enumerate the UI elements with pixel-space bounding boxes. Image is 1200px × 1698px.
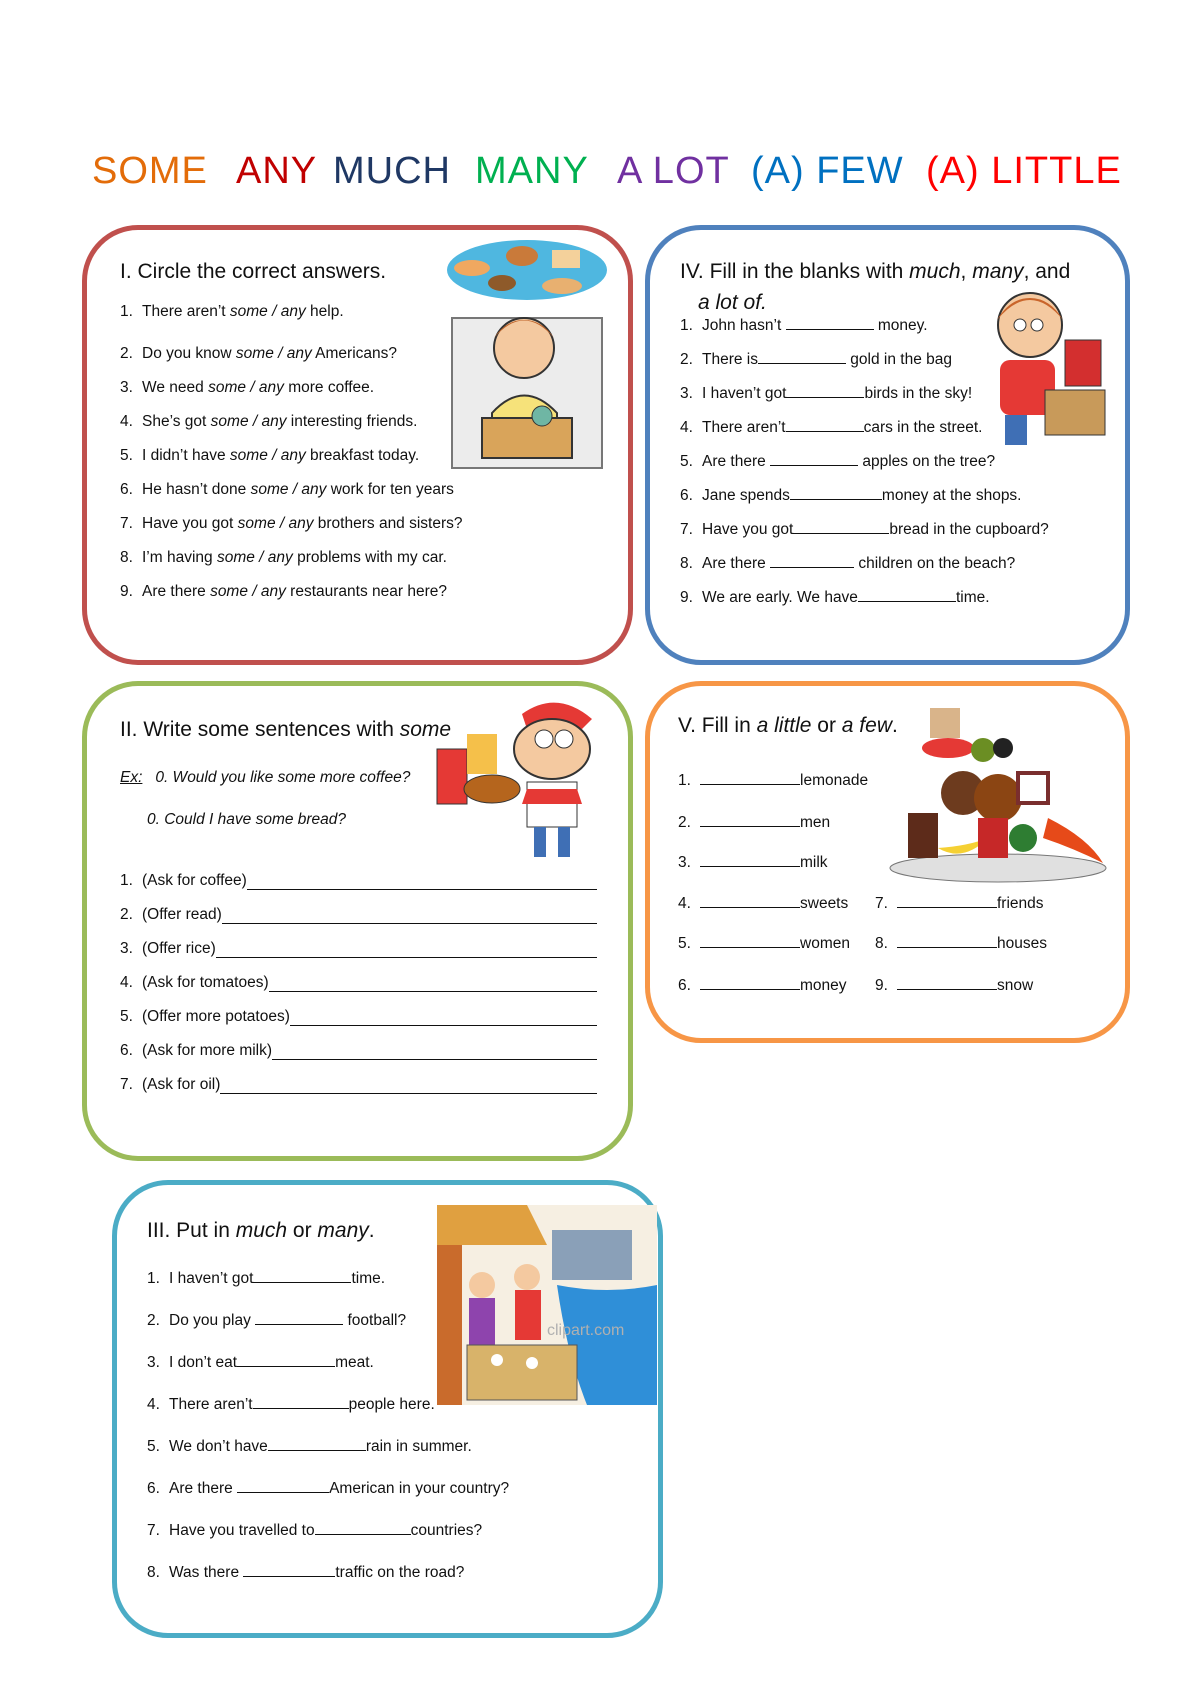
item-number: 6. — [147, 1480, 160, 1497]
answer-blank[interactable] — [700, 811, 800, 827]
item-number: 4. — [147, 1396, 160, 1413]
item-text: money. — [873, 317, 928, 334]
answer-blank[interactable] — [255, 1309, 343, 1325]
title-or: or — [811, 714, 842, 737]
item-text: I haven’t got — [702, 385, 787, 402]
item-number: 8. — [680, 555, 693, 572]
item-text: I haven’t got — [169, 1270, 254, 1287]
item-text: brothers and sisters? — [313, 515, 463, 532]
item-text: rain in summer. — [365, 1438, 472, 1455]
item-text: people here. — [348, 1396, 435, 1413]
answer-line[interactable] — [247, 874, 597, 890]
example-2: 0. Could I have some bread? — [147, 811, 347, 828]
example-label: Ex: — [120, 769, 143, 786]
answer-blank[interactable] — [770, 552, 854, 568]
item-text: I didn’t have — [142, 447, 230, 464]
item-number: 4. — [120, 974, 133, 991]
question-item — [147, 1393, 435, 1415]
item-text: Are there — [702, 555, 771, 572]
item-number: 7. — [147, 1522, 160, 1539]
answer-blank[interactable] — [758, 348, 846, 364]
food-pyramid-illustration — [888, 698, 1113, 888]
answer-options[interactable]: some / any — [250, 481, 327, 498]
title-text: V. Fill in — [678, 714, 757, 737]
question-item — [120, 548, 447, 568]
item-text: (Offer read) — [142, 906, 222, 923]
section-much-or-many — [112, 1180, 663, 1638]
item-text: bread in the cupboard? — [889, 521, 1049, 538]
title-or: or — [287, 1219, 318, 1242]
item-text: Are there — [169, 1480, 238, 1497]
boy-with-groceries-illustration — [975, 280, 1115, 455]
watermark-text: clipart.com — [547, 1322, 625, 1339]
title-text: IV. Fill in the blanks with — [680, 260, 910, 283]
title-many-word: many — [972, 260, 1024, 283]
answer-blank[interactable] — [897, 892, 997, 908]
question-item — [680, 518, 1049, 540]
item-text: Do you know — [142, 345, 236, 362]
item-text: restaurants near here? — [285, 583, 447, 600]
item-text: She’s got — [142, 413, 211, 430]
item-text: (Ask for more milk) — [142, 1042, 273, 1059]
question-item — [147, 1519, 482, 1541]
question-item — [680, 586, 990, 608]
question-item — [120, 1007, 290, 1027]
answer-blank[interactable] — [315, 1519, 411, 1535]
item-text: money — [800, 977, 847, 994]
question-item — [120, 302, 344, 322]
answer-blank[interactable] — [786, 314, 874, 330]
item-text: I’m having — [142, 549, 217, 566]
question-item — [680, 314, 928, 336]
answer-blank[interactable] — [790, 484, 882, 500]
item-number: 3. — [680, 385, 693, 402]
answer-line[interactable] — [220, 1078, 597, 1094]
answer-options[interactable]: some / any — [237, 515, 314, 532]
item-number: 6. — [678, 977, 691, 994]
title-sep: , — [960, 260, 973, 283]
restaurant-terrace-illustration — [437, 1205, 657, 1405]
question-item — [120, 514, 463, 534]
item-text: There aren’t — [169, 1396, 253, 1413]
title-sep: , and — [1023, 260, 1071, 283]
item-text: milk — [800, 854, 828, 871]
title-text: II. Write some sentences with — [120, 718, 400, 741]
question-item — [120, 939, 216, 959]
title-end: . — [368, 1219, 375, 1242]
title-much-word: much — [235, 1219, 288, 1242]
answer-blank[interactable] — [770, 450, 858, 466]
answer-line[interactable] — [269, 976, 597, 992]
answer-options[interactable]: some / any — [229, 447, 306, 464]
answer-blank[interactable] — [243, 1561, 335, 1577]
section-circle-answers — [82, 225, 633, 665]
item-text: (Offer rice) — [142, 940, 216, 957]
item-text: There aren’t — [702, 419, 786, 436]
item-number: 2. — [678, 814, 691, 831]
title-text: III. Put in — [147, 1219, 236, 1242]
item-number: 4. — [680, 419, 693, 436]
answer-blank[interactable] — [897, 932, 997, 948]
item-number: 1. — [120, 872, 133, 889]
item-text: We need — [142, 379, 209, 396]
section-title-line2: a lot of. — [698, 291, 767, 314]
item-text: American in your country? — [329, 1480, 510, 1497]
answer-line[interactable] — [272, 1044, 597, 1060]
question-item — [120, 378, 374, 398]
question-item — [678, 892, 848, 914]
answer-options[interactable]: some / any — [229, 303, 306, 320]
question-item — [120, 973, 269, 993]
answer-blank[interactable] — [858, 586, 956, 602]
answer-blank[interactable] — [237, 1351, 335, 1367]
question-item — [120, 1075, 220, 1095]
item-text: Was there — [169, 1564, 244, 1581]
item-number: 5. — [120, 447, 133, 464]
answer-blank[interactable] — [237, 1477, 329, 1493]
title-a-lot: A LOT — [617, 150, 730, 192]
item-number: 6. — [120, 1042, 133, 1059]
item-text: (Ask for coffee) — [142, 872, 247, 889]
item-text: interesting friends. — [286, 413, 418, 430]
question-item — [147, 1351, 374, 1373]
item-number: 3. — [120, 940, 133, 957]
item-text: more coffee. — [283, 379, 375, 396]
question-item — [680, 552, 1015, 574]
answer-options[interactable]: some / any — [208, 379, 284, 396]
item-text: breakfast today. — [305, 447, 420, 464]
item-text: football? — [343, 1312, 407, 1329]
title-end: . — [892, 714, 898, 737]
section-little-few — [645, 681, 1130, 1043]
example-text: 0. Would you like some more coffee? — [155, 769, 411, 786]
item-text: We are early. We have — [702, 589, 858, 606]
item-number: 9. — [120, 583, 133, 600]
hospital-patient-illustration — [442, 238, 612, 483]
item-text: traffic on the road? — [335, 1564, 465, 1581]
item-number: 7. — [120, 515, 133, 532]
item-number: 1. — [147, 1270, 160, 1287]
item-text: We don’t have — [169, 1438, 268, 1455]
question-item — [147, 1267, 385, 1289]
item-text: There aren’t — [142, 303, 230, 320]
item-text: He hasn’t done — [142, 481, 251, 498]
item-text: time. — [351, 1270, 386, 1287]
item-number: 1. — [120, 303, 133, 320]
title-little-word: a little — [756, 714, 812, 737]
item-number: 6. — [120, 481, 133, 498]
item-number: 2. — [680, 351, 693, 368]
question-item — [678, 974, 847, 996]
item-text: women — [800, 935, 850, 952]
item-text: countries? — [410, 1522, 483, 1539]
question-item — [147, 1309, 406, 1331]
item-text: time. — [955, 589, 990, 606]
question-item — [680, 450, 995, 472]
title-much-word: much — [909, 260, 961, 283]
answer-blank[interactable] — [268, 1435, 366, 1451]
question-item — [120, 344, 397, 364]
item-text: Jane spends — [702, 487, 790, 504]
question-item — [147, 1435, 472, 1457]
answer-blank[interactable] — [700, 892, 800, 908]
question-item — [678, 932, 850, 954]
item-number: 2. — [120, 906, 133, 923]
item-text: (Offer more potatoes) — [142, 1008, 290, 1025]
answer-options[interactable]: some / any — [210, 583, 286, 600]
question-item — [120, 905, 222, 925]
item-text: apples on the tree? — [858, 453, 996, 470]
answer-blank[interactable] — [253, 1393, 349, 1409]
question-item — [680, 484, 1022, 506]
item-text: lemonade — [800, 772, 869, 789]
title-few-word: a few — [841, 714, 892, 737]
question-item — [120, 446, 419, 466]
section-title — [120, 718, 451, 742]
question-item — [680, 348, 952, 370]
title-much: MUCH — [333, 150, 451, 192]
answer-options[interactable]: some / any — [235, 345, 312, 362]
question-item — [875, 932, 1047, 954]
item-number: 1. — [678, 772, 691, 789]
section-write-sentences — [82, 681, 633, 1161]
item-text: Have you travelled to — [169, 1522, 315, 1539]
title-a-few: (A) FEW — [751, 150, 904, 192]
answer-line[interactable] — [216, 942, 597, 958]
item-number: 3. — [678, 854, 691, 871]
section-title: I. Circle the correct answers. — [120, 260, 387, 283]
item-number: 8. — [147, 1564, 160, 1581]
item-number: 7. — [680, 521, 693, 538]
answer-blank[interactable] — [700, 851, 800, 867]
item-text: meat. — [335, 1354, 374, 1371]
answer-line[interactable] — [290, 1010, 597, 1026]
item-number: 7. — [875, 895, 888, 912]
item-number: 2. — [147, 1312, 160, 1329]
item-number: 2. — [120, 345, 133, 362]
question-item — [120, 582, 447, 602]
item-text: houses — [997, 935, 1047, 952]
item-text: Have you got — [702, 521, 794, 538]
item-number: 9. — [680, 589, 693, 606]
section-title — [678, 714, 898, 738]
answer-blank[interactable] — [253, 1267, 351, 1283]
item-text: I don’t eat — [169, 1354, 238, 1371]
item-number: 5. — [678, 935, 691, 952]
answer-options[interactable]: some / any — [210, 413, 287, 430]
answer-line[interactable] — [222, 908, 597, 924]
item-text: cars in the street. — [863, 419, 983, 436]
item-number: 6. — [680, 487, 693, 504]
section-fill-much-many — [645, 225, 1130, 665]
item-text: help. — [305, 303, 344, 320]
question-item — [120, 871, 247, 891]
question-item — [120, 1041, 272, 1061]
answer-blank[interactable] — [700, 974, 800, 990]
question-item — [147, 1561, 464, 1583]
item-number: 5. — [120, 1008, 133, 1025]
answer-blank[interactable] — [700, 932, 800, 948]
answer-blank[interactable] — [793, 518, 889, 534]
question-item — [147, 1477, 509, 1499]
fast-food-boy-illustration — [432, 694, 602, 864]
item-text: Are there — [142, 583, 211, 600]
item-number: 5. — [147, 1438, 160, 1455]
answer-blank[interactable] — [700, 769, 800, 785]
question-item — [120, 412, 417, 432]
example-1 — [120, 768, 410, 788]
question-item — [678, 851, 828, 873]
question-item — [680, 416, 982, 438]
question-item — [678, 769, 868, 791]
item-number: 5. — [680, 453, 693, 470]
item-text: birds in the sky! — [864, 385, 973, 402]
answer-blank[interactable] — [897, 974, 997, 990]
title-many: MANY — [475, 150, 589, 192]
item-number: 8. — [875, 935, 888, 952]
item-text: problems with my car. — [292, 549, 447, 566]
item-text: John hasn’t — [702, 317, 786, 334]
item-text: (Ask for oil) — [142, 1076, 221, 1093]
item-text: gold in the bag — [846, 351, 953, 368]
title-row — [0, 150, 1200, 210]
question-item — [875, 892, 1044, 914]
title-many-word: many — [317, 1219, 369, 1242]
item-text: Americans? — [311, 345, 398, 362]
item-number: 4. — [120, 413, 133, 430]
item-text: (Ask for tomatoes) — [142, 974, 269, 991]
item-number: 3. — [120, 379, 133, 396]
title-some: SOME — [92, 150, 208, 192]
item-text: Are there — [702, 453, 771, 470]
item-text: snow — [997, 977, 1034, 994]
item-text: friends — [997, 895, 1044, 912]
item-text: work for ten years — [326, 481, 454, 498]
item-number: 4. — [678, 895, 691, 912]
item-number: 3. — [147, 1354, 160, 1371]
answer-options[interactable]: some / any — [216, 549, 293, 566]
title-any: ANY — [236, 150, 318, 192]
item-text: Have you got — [142, 515, 238, 532]
item-text: money at the shops. — [881, 487, 1022, 504]
item-text: sweets — [800, 895, 849, 912]
item-number: 7. — [120, 1076, 133, 1093]
item-number: 8. — [120, 549, 133, 566]
item-number: 1. — [680, 317, 693, 334]
answer-blank[interactable] — [786, 416, 864, 432]
title-some-word: some — [399, 718, 452, 741]
question-item — [120, 480, 454, 500]
question-item — [678, 811, 830, 833]
title-a-little: (A) LITTLE — [926, 150, 1122, 192]
item-number: 9. — [875, 977, 888, 994]
item-text: children on the beach? — [854, 555, 1016, 572]
item-text: men — [800, 814, 831, 831]
item-text: Do you play — [169, 1312, 256, 1329]
question-item — [875, 974, 1033, 996]
answer-blank[interactable] — [786, 382, 864, 398]
item-text: There is — [702, 351, 758, 368]
question-item — [680, 382, 972, 404]
section-title — [147, 1219, 375, 1243]
